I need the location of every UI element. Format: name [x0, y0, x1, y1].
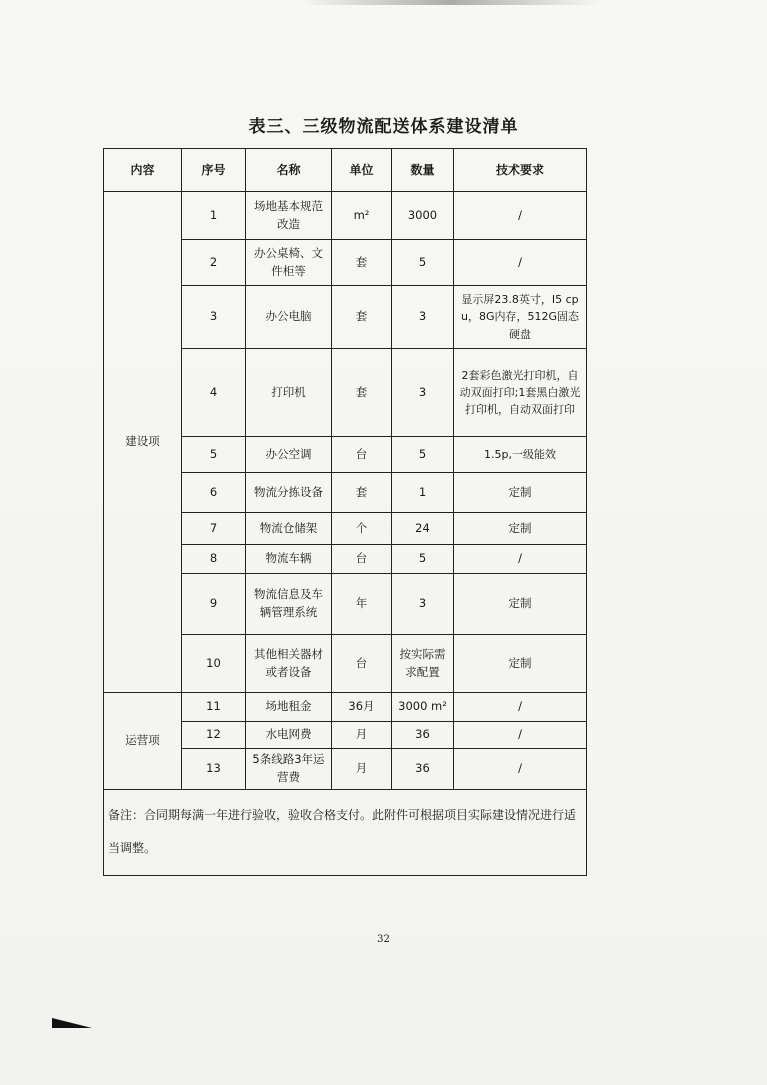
- row-unit: m²: [332, 192, 392, 240]
- row-tech: 定制: [454, 635, 587, 693]
- row-unit: 月: [332, 749, 392, 790]
- row-unit: 台: [332, 437, 392, 473]
- row-tech: 1.5p,一级能效: [454, 437, 587, 473]
- row-unit: 36月: [332, 693, 392, 722]
- row-unit: 台: [332, 635, 392, 693]
- row-name: 物流仓储架: [246, 513, 332, 545]
- header-quantity: 数量: [392, 149, 454, 192]
- table-row: [104, 192, 587, 240]
- row-no: 11: [182, 693, 246, 722]
- row-qty: 5: [392, 437, 454, 473]
- table-title: 表三、三级物流配送体系建设清单: [248, 117, 519, 137]
- row-unit: 套: [332, 349, 392, 437]
- group-label-operation: 运营项: [104, 693, 182, 790]
- row-qty: 3000: [392, 192, 454, 240]
- row-name: 办公电脑: [246, 286, 332, 349]
- row-no: 10: [182, 635, 246, 693]
- row-name: 场地租金: [246, 693, 332, 722]
- row-no: 7: [182, 513, 246, 545]
- row-no: 9: [182, 574, 246, 635]
- row-name: 物流分拣设备: [246, 473, 332, 513]
- row-qty: 36: [392, 722, 454, 749]
- row-qty: 36: [392, 749, 454, 790]
- row-unit: 月: [332, 722, 392, 749]
- header-name: 名称: [246, 149, 332, 192]
- row-tech: 定制: [454, 574, 587, 635]
- row-qty: 3: [392, 349, 454, 437]
- row-name: 打印机: [246, 349, 332, 437]
- row-qty: 24: [392, 513, 454, 545]
- row-name: 物流信息及车辆管理系统: [246, 574, 332, 635]
- row-tech: /: [454, 192, 587, 240]
- row-name: 水电网费: [246, 722, 332, 749]
- table-note-row: [104, 789, 587, 875]
- row-no: 8: [182, 545, 246, 574]
- row-unit: 套: [332, 473, 392, 513]
- scan-corner-mark: [52, 1016, 92, 1028]
- group-label-construction: 建设项: [104, 192, 182, 693]
- construction-list-table: [103, 148, 587, 876]
- table-note: 备注：合同期每满一年进行验收，验收合格支付。此附件可根据项目实际建设情况进行适当调整。: [104, 789, 587, 875]
- header-content: 内容: [104, 149, 182, 192]
- row-tech: 2套彩色激光打印机，自动双面打印;1套黑白激光打印机，自动双面打印: [454, 349, 587, 437]
- row-tech: /: [454, 240, 587, 286]
- row-no: 5: [182, 437, 246, 473]
- row-unit: 个: [332, 513, 392, 545]
- row-unit: 套: [332, 240, 392, 286]
- row-qty: 3000 m²: [392, 693, 454, 722]
- row-qty: 按实际需求配置: [392, 635, 454, 693]
- row-tech: 定制: [454, 513, 587, 545]
- row-no: 3: [182, 286, 246, 349]
- row-unit: 台: [332, 545, 392, 574]
- table-row: [104, 693, 587, 722]
- row-no: 1: [182, 192, 246, 240]
- row-unit: 套: [332, 286, 392, 349]
- row-name: 其他相关器材或者设备: [246, 635, 332, 693]
- row-qty: 3: [392, 286, 454, 349]
- header-serial: 序号: [182, 149, 246, 192]
- scan-edge-shadow: [300, 0, 600, 5]
- row-tech: 显示屏23.8英寸，I5 cpu，8G内存，512G固态硬盘: [454, 286, 587, 349]
- row-no: 4: [182, 349, 246, 437]
- row-name: 办公空调: [246, 437, 332, 473]
- row-qty: 3: [392, 574, 454, 635]
- row-unit: 年: [332, 574, 392, 635]
- row-name: 办公桌椅、文件柜等: [246, 240, 332, 286]
- header-unit: 单位: [332, 149, 392, 192]
- row-qty: 5: [392, 545, 454, 574]
- row-name: 场地基本规范改造: [246, 192, 332, 240]
- row-no: 12: [182, 722, 246, 749]
- row-qty: 5: [392, 240, 454, 286]
- header-tech-requirements: 技术要求: [454, 149, 587, 192]
- page-number: 32: [377, 934, 390, 945]
- row-tech: /: [454, 722, 587, 749]
- table-header-row: [104, 149, 587, 192]
- row-tech: /: [454, 693, 587, 722]
- row-no: 13: [182, 749, 246, 790]
- row-tech: /: [454, 545, 587, 574]
- row-tech: 定制: [454, 473, 587, 513]
- row-name: 5条线路3年运营费: [246, 749, 332, 790]
- row-no: 6: [182, 473, 246, 513]
- row-name: 物流车辆: [246, 545, 332, 574]
- row-qty: 1: [392, 473, 454, 513]
- row-no: 2: [182, 240, 246, 286]
- row-tech: /: [454, 749, 587, 790]
